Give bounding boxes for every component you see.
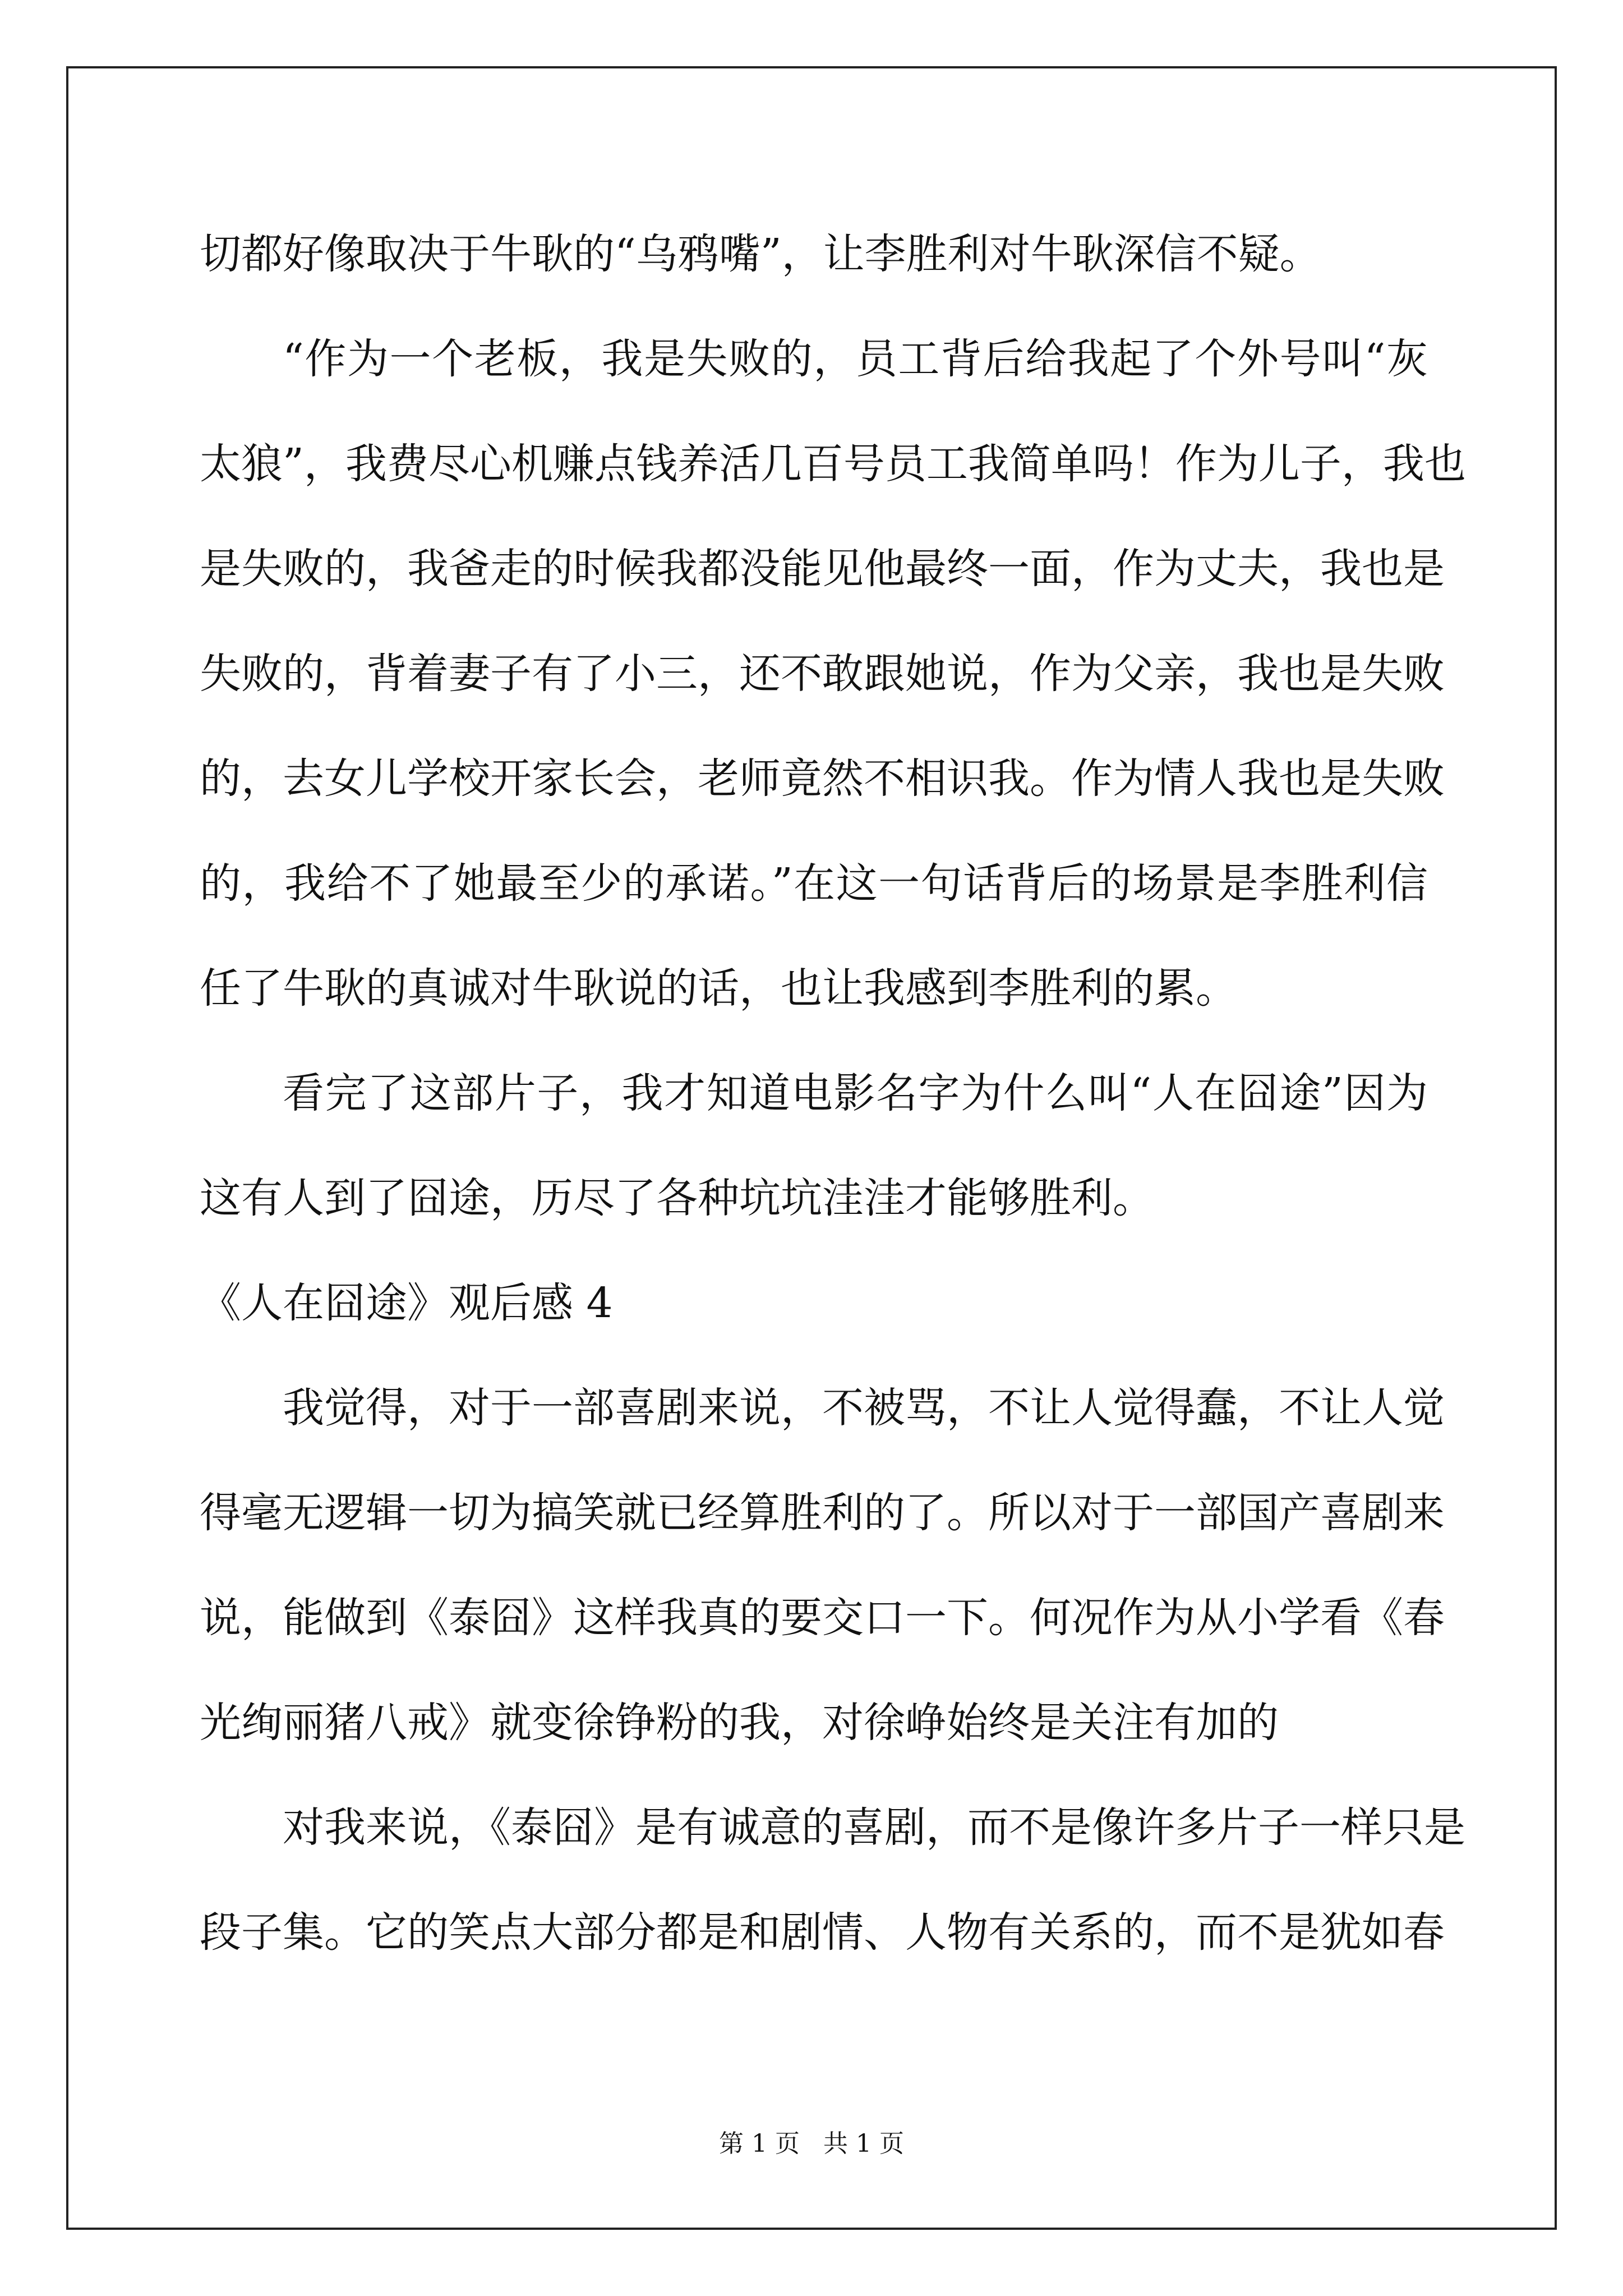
text-line: 的，去女儿学校开家长会，老师竟然不相识我。作为情人我也是失败: [200, 754, 1445, 803]
paragraph-start-line: 我觉得，对于一部喜剧来说，不被骂，不让人觉得蠢，不让人觉: [283, 1384, 1445, 1432]
text-line: 失败的，背着妻子有了小三，还不敢跟她说，作为父亲，我也是失败: [200, 650, 1445, 698]
document-body: [200, 202, 1466, 1985]
text-line: 切都好像取决于牛耿的“乌鸦嘴”，让李胜利对牛耿深信不疑。: [200, 230, 1321, 278]
paragraph-start-line: “作为一个老板，我是失败的，员工背后给我起了个外号叫“灰: [283, 335, 1428, 383]
page-footer: 第 1 页 共 1 页: [719, 2129, 904, 2158]
text-line: 得毫无逻辑一切为搞笑就已经算胜利的了。所以对于一部国产喜剧来: [200, 1489, 1445, 1537]
text-line: 是失败的，我爸走的时候我都没能见他最终一面，作为丈夫，我也是: [200, 545, 1445, 593]
text-line: 说，能做到《泰囧》这样我真的要交口一下。何况作为从小学看《春: [200, 1594, 1445, 1642]
paragraph-start-line: 看完了这部片子，我才知道电影名字为什么叫“人在囧途”因为: [283, 1069, 1428, 1117]
text-line: 的，我给不了她最至少的承诺。”在这一句话背后的场景是李胜利信: [200, 859, 1428, 908]
text-line: 光绚丽猪八戒》就变徐铮粉的我，对徐峥始终是关注有加的: [200, 1699, 1279, 1747]
text-line: 段子集。它的笑点大部分都是和剧情、人物有关系的，而不是犹如春: [200, 1908, 1445, 1957]
text-line: 这有人到了囧途，历尽了各种坑坑洼洼才能够胜利。: [200, 1174, 1154, 1222]
text-line: 任了牛耿的真诚对牛耿说的话，也让我感到李胜利的累。: [200, 964, 1237, 1013]
section-heading: 《人在囧途》观后感 4: [200, 1279, 613, 1327]
text-line: 太狼”，我费尽心机赚点钱养活几百号员工我简单吗！作为儿子，我也: [200, 440, 1466, 488]
paragraph-start-line: 对我来说，《泰囧》是有诚意的喜剧，而不是像许多片子一样只是: [283, 1803, 1465, 1852]
